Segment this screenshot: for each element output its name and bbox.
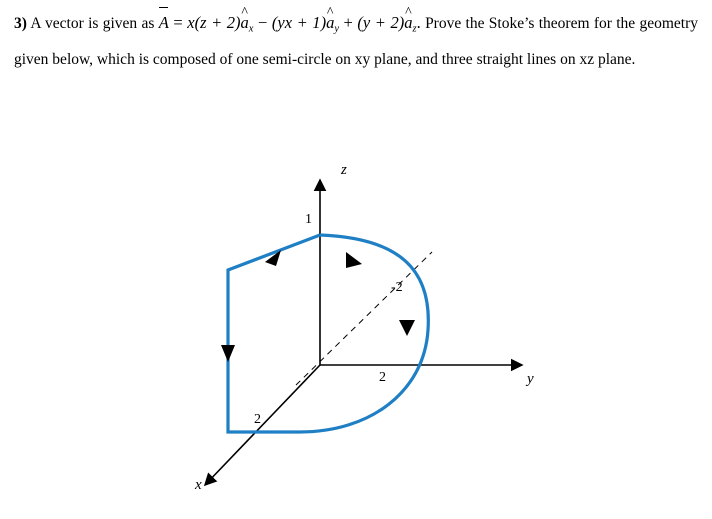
unit-vector-z: ^ a	[404, 8, 412, 38]
x-axis-label: x	[195, 477, 202, 493]
term2-inner: yx + 1	[277, 13, 321, 32]
z-value-label: 1	[305, 212, 312, 227]
problem-statement	[14, 8, 698, 75]
term3-open: (	[357, 13, 363, 32]
unit-vector-x: ^ a	[241, 8, 249, 38]
arrowhead-right-curve	[399, 320, 415, 336]
term1-close: )	[235, 13, 241, 32]
term2-open: (	[271, 13, 278, 32]
direction-arrowheads	[221, 250, 415, 362]
y-value-label: 2	[379, 370, 386, 385]
problem-text	[14, 8, 698, 75]
vector-equation	[158, 13, 421, 35]
unit-vector-y: ^ a	[326, 8, 334, 38]
period: .	[416, 13, 421, 32]
problem-outro: Prove the Stoke’s theorem for the geometry given below, which is composed of one semi-circle on xy plane, and three straight lines on xz plane.	[14, 15, 699, 68]
arrowhead-upper-right	[346, 252, 362, 268]
figure-svg	[0, 140, 712, 519]
unit-vector-z-sub: z	[412, 23, 417, 35]
problem-intro: A vector is given as	[30, 15, 155, 32]
dashed-value-label: -2	[391, 280, 403, 295]
y-axis-label: y	[527, 371, 534, 387]
minus-sign: −	[253, 13, 272, 32]
term1-inner: z + 2	[200, 13, 236, 32]
term3-inner: y + 2	[362, 13, 399, 32]
vector-A: A	[159, 8, 169, 38]
term3-close: )	[398, 13, 405, 32]
unit-vector-y-sub: y	[334, 23, 339, 35]
x-axis	[205, 365, 320, 485]
plus-sign: +	[338, 13, 358, 32]
problem-number: 3)	[14, 15, 27, 32]
arrowhead-left-vertical	[221, 345, 235, 362]
equals-sign: =	[168, 13, 188, 32]
z-axis-label: z	[341, 162, 347, 178]
x-value-label: 2	[254, 412, 261, 427]
geometry-figure	[0, 140, 712, 519]
term2-close: )	[320, 13, 327, 32]
term1-open: x(	[187, 13, 201, 32]
unit-vector-x-sub: x	[248, 23, 254, 35]
